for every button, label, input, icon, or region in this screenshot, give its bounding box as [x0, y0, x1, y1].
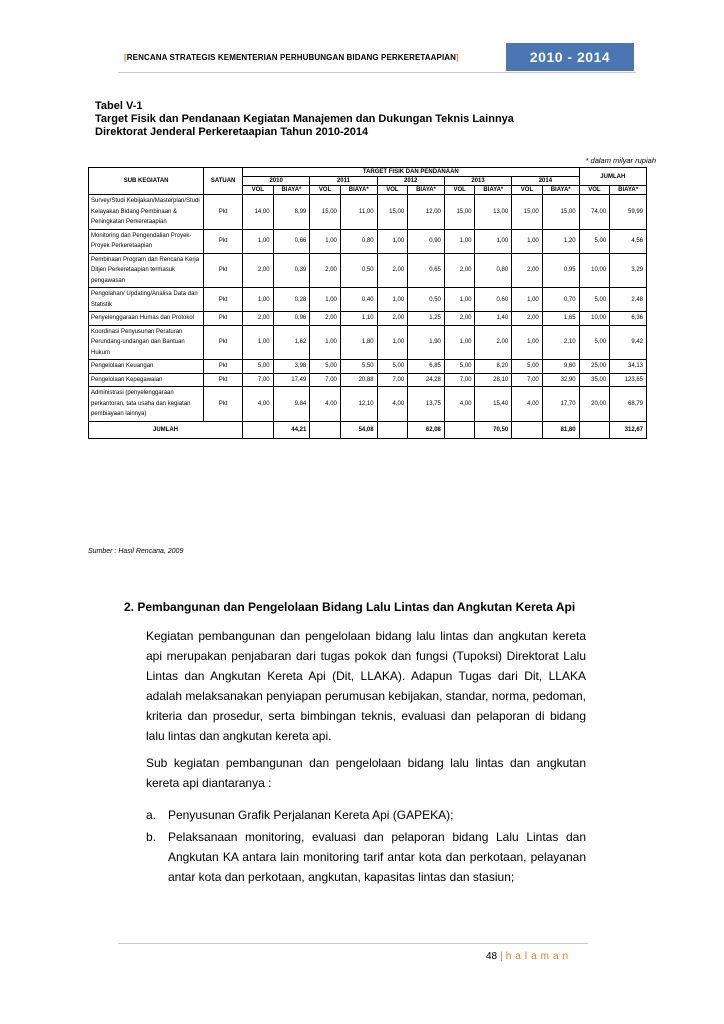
- cell-biaya: 1,20: [542, 229, 579, 253]
- cell-vol: 5,00: [579, 229, 610, 253]
- cell-vol: 7,00: [444, 373, 475, 387]
- unit-note: * dalam milyar rupiah: [585, 156, 656, 165]
- cell-vol: 1,00: [242, 288, 273, 312]
- total-cell: 70,50: [475, 421, 512, 438]
- cell-biaya: 15,00: [542, 195, 579, 230]
- cell-vol: 1,00: [512, 229, 543, 253]
- footer-separator: |: [500, 951, 503, 962]
- cell-biaya: 28,10: [475, 373, 512, 387]
- header-vol: VOL: [310, 186, 341, 195]
- cell-biaya: 6,85: [408, 360, 445, 374]
- header-target-group: TARGET FISIK DAN PENDANAAN: [242, 168, 579, 177]
- cell-vol: 35,00: [579, 373, 610, 387]
- cell-biaya: 0,50: [408, 288, 445, 312]
- cell-satuan: Pkt: [204, 325, 243, 360]
- cell-biaya: 1,40: [475, 312, 512, 326]
- header-bracket-open: [: [124, 53, 127, 62]
- cell-biaya: 1,00: [475, 229, 512, 253]
- cell-vol: 1,00: [242, 325, 273, 360]
- section-heading: 2. Pembangunan dan Pengelolaan Bidang Lalu Lintas dan Angkutan Kereta Api: [124, 600, 576, 614]
- cell-biaya: 0,70: [542, 288, 579, 312]
- table-subtitle: Direktorat Jenderal Perkeretaapian Tahun 2010-2014: [95, 126, 369, 138]
- cell-vol: 1,00: [310, 229, 341, 253]
- cell-vol: 1,00: [377, 325, 408, 360]
- header-year: 2012: [377, 177, 444, 186]
- cell-biaya: 1,25: [408, 312, 445, 326]
- cell-vol: 4,00: [512, 387, 543, 422]
- header-bracket-close: ]: [456, 53, 459, 62]
- cell-biaya: 12,10: [340, 387, 377, 422]
- cell-biaya: 13,75: [408, 387, 445, 422]
- header-vol: VOL: [377, 186, 408, 195]
- total-cell: [512, 421, 543, 438]
- list-marker: a.: [146, 808, 157, 822]
- cell-sub-kegiatan: Pengolahan/ Updating/Analisa Data dan Statistik: [89, 288, 204, 312]
- cell-vol: 2,00: [242, 253, 273, 288]
- total-cell: 44,21: [273, 421, 310, 438]
- cell-vol: 1,00: [512, 325, 543, 360]
- cell-vol: 7,00: [242, 373, 273, 387]
- cell-biaya: 0,95: [542, 253, 579, 288]
- table-source: Sumber : Hasil Rencana, 2009: [88, 548, 184, 555]
- cell-vol: 20,00: [579, 387, 610, 422]
- cell-satuan: Pkt: [204, 312, 243, 326]
- cell-biaya: 3,29: [610, 253, 647, 288]
- cell-satuan: Pkt: [204, 373, 243, 387]
- cell-sub-kegiatan: Survey/Studi Kebijakan/Masterplan/Studi Kelayakan Bidang Pembinaan & Peningkatan Perkeretaapian: [89, 195, 204, 230]
- cell-biaya: 0,60: [475, 288, 512, 312]
- total-cell: 62,08: [408, 421, 445, 438]
- cell-vol: 5,00: [444, 360, 475, 374]
- cell-vol: 2,00: [242, 312, 273, 326]
- header-years-badge: 2010 - 2014: [506, 43, 634, 71]
- header-biaya: BIAYA*: [610, 186, 647, 195]
- page-footer: [486, 951, 572, 962]
- total-cell: [377, 421, 408, 438]
- cell-biaya: 0,80: [475, 253, 512, 288]
- cell-sub-kegiatan: Administrasi (penyelenggaraan perkantoran, tata usaha dan kegiatan pembiayaan lainnya): [89, 387, 204, 422]
- cell-vol: 1,00: [512, 288, 543, 312]
- cell-vol: 10,00: [579, 253, 610, 288]
- cell-biaya: 0,40: [340, 288, 377, 312]
- cell-biaya: 8,99: [273, 195, 310, 230]
- header-biaya: BIAYA*: [340, 186, 377, 195]
- header-divider: [118, 72, 636, 73]
- cell-biaya: 15,40: [475, 387, 512, 422]
- cell-biaya: 17,70: [542, 387, 579, 422]
- cell-satuan: Pkt: [204, 229, 243, 253]
- cell-biaya: 12,00: [408, 195, 445, 230]
- table-row: [89, 387, 647, 422]
- cell-sub-kegiatan: Penyelenggaraan Humas dan Protokol: [89, 312, 204, 326]
- cell-biaya: 123,65: [610, 373, 647, 387]
- cell-biaya: 5,50: [340, 360, 377, 374]
- cell-vol: 5,00: [579, 288, 610, 312]
- cell-biaya: 1,65: [542, 312, 579, 326]
- header-biaya: BIAYA*: [542, 186, 579, 195]
- section-paragraph-1: Kegiatan pembangunan dan pengelolaan bidang lalu lintas dan angkutan kereta api merupakan penjabaran dari tugas pokok dan fungsi (Tupoksi) Direktorat Lalu Lintas dan Angkutan Kereta Api (Dit, LLAKA). Adapun Tugas dari Dit, LLAKA adalah melaksanakan penyiapan perumusan kebijakan, standar, norma, pedoman, kriteria dan prosedur, serta bimbingan teknis, evaluasi dan pelaporan di bidang lalu lintas dan angkutan kereta api.: [146, 629, 586, 743]
- cell-biaya: 0,28: [273, 288, 310, 312]
- cell-vol: 1,00: [242, 229, 273, 253]
- cell-vol: 7,00: [512, 373, 543, 387]
- total-row: [89, 421, 647, 438]
- header-year: 2010: [242, 177, 309, 186]
- header-biaya: BIAYA*: [475, 186, 512, 195]
- cell-biaya: 0,65: [408, 253, 445, 288]
- header-vol: VOL: [579, 186, 610, 195]
- cell-vol: 5,00: [242, 360, 273, 374]
- cell-satuan: Pkt: [204, 253, 243, 288]
- cell-biaya: 2,10: [542, 325, 579, 360]
- list-marker: b.: [146, 830, 157, 844]
- header-year: 2013: [444, 177, 511, 186]
- page-number: 48: [486, 951, 498, 962]
- cell-vol: 1,00: [377, 288, 408, 312]
- table-row: [89, 325, 647, 360]
- cell-satuan: Pkt: [204, 195, 243, 230]
- cell-vol: 2,00: [310, 253, 341, 288]
- cell-biaya: 68,79: [610, 387, 647, 422]
- cell-vol: 1,00: [444, 288, 475, 312]
- cell-vol: 1,00: [377, 229, 408, 253]
- cell-biaya: 59,99: [610, 195, 647, 230]
- cell-biaya: 1,80: [340, 325, 377, 360]
- cell-vol: 2,00: [512, 312, 543, 326]
- cell-biaya: 0,66: [273, 229, 310, 253]
- cell-vol: 15,00: [512, 195, 543, 230]
- header-jumlah: JUMLAH: [579, 168, 646, 186]
- cell-biaya: 1,10: [340, 312, 377, 326]
- cell-biaya: 11,00: [340, 195, 377, 230]
- cell-sub-kegiatan: Pengelolaan Kepegawaian: [89, 373, 204, 387]
- footer-divider: [118, 943, 588, 944]
- cell-vol: 1,00: [310, 288, 341, 312]
- header-title: RENCANA STRATEGIS KEMENTERIAN PERHUBUNGAN BIDANG PERKERETAAPIAN: [126, 53, 457, 62]
- cell-biaya: 8,20: [475, 360, 512, 374]
- total-label: JUMLAH: [89, 421, 243, 438]
- cell-vol: 5,00: [310, 360, 341, 374]
- cell-biaya: 2,48: [610, 288, 647, 312]
- cell-satuan: Pkt: [204, 387, 243, 422]
- cell-vol: 5,00: [512, 360, 543, 374]
- cell-vol: 5,00: [377, 360, 408, 374]
- cell-vol: 7,00: [310, 373, 341, 387]
- footer-word: halaman: [505, 951, 573, 962]
- header-vol: VOL: [242, 186, 273, 195]
- list-item: [146, 827, 586, 887]
- cell-satuan: Pkt: [204, 288, 243, 312]
- cell-biaya: 17,49: [273, 373, 310, 387]
- cell-vol: 4,00: [377, 387, 408, 422]
- cell-vol: 7,00: [377, 373, 408, 387]
- cell-vol: 1,00: [444, 325, 475, 360]
- cell-vol: 15,00: [377, 195, 408, 230]
- cell-biaya: 4,56: [610, 229, 647, 253]
- total-cell: [242, 421, 273, 438]
- cell-vol: 4,00: [310, 387, 341, 422]
- header-biaya: BIAYA*: [408, 186, 445, 195]
- cell-biaya: 20,88: [340, 373, 377, 387]
- list-item-text: Pelaksanaan monitoring, evaluasi dan pelaporan bidang Lalu Lintas dan Angkutan KA antara lain monitoring tarif antar kota dan perkotaan, pelayanan antar kota dan perkotaan, angkutan, kapasitas lintas dan stasiun;: [168, 830, 586, 884]
- cell-satuan: Pkt: [204, 360, 243, 374]
- cell-biaya: 6,36: [610, 312, 647, 326]
- section-paragraph-2: Sub kegiatan pembangunan dan pengelolaan bidang lalu lintas dan angkutan kereta api diantaranya :: [146, 756, 586, 790]
- cell-vol: 2,00: [310, 312, 341, 326]
- cell-vol: 2,00: [444, 253, 475, 288]
- total-cell: 54,08: [340, 421, 377, 438]
- cell-vol: 5,00: [579, 325, 610, 360]
- cell-vol: 10,00: [579, 312, 610, 326]
- total-cell: [444, 421, 475, 438]
- cell-sub-kegiatan: Pengelolaan Keuangan: [89, 360, 204, 374]
- header-year: 2014: [512, 177, 579, 186]
- cell-biaya: 13,00: [475, 195, 512, 230]
- cell-vol: 4,00: [444, 387, 475, 422]
- cell-biaya: 0,80: [340, 229, 377, 253]
- cell-biaya: 32,90: [542, 373, 579, 387]
- cell-vol: 2,00: [444, 312, 475, 326]
- cell-vol: 15,00: [444, 195, 475, 230]
- cell-biaya: 9,42: [610, 325, 647, 360]
- header-vol: VOL: [444, 186, 475, 195]
- cell-vol: 2,00: [377, 253, 408, 288]
- cell-sub-kegiatan: Koordinasi Penyusunan Peraturan Perundang-undangan dan Bantuan Hukum: [89, 325, 204, 360]
- header-year: 2011: [310, 177, 377, 186]
- cell-biaya: 2,00: [475, 325, 512, 360]
- table-row: [89, 312, 647, 326]
- cell-biaya: 0,39: [273, 253, 310, 288]
- cell-vol: 14,00: [242, 195, 273, 230]
- running-header: [124, 53, 504, 62]
- cell-biaya: 24,28: [408, 373, 445, 387]
- cell-vol: 15,00: [310, 195, 341, 230]
- cell-biaya: 0,50: [340, 253, 377, 288]
- cell-biaya: 1,62: [273, 325, 310, 360]
- table-number: Tabel V-1: [95, 100, 143, 112]
- cell-biaya: 0,90: [408, 229, 445, 253]
- table-caption: [95, 100, 514, 139]
- table-row: [89, 288, 647, 312]
- list-item-text: Penyusunan Grafik Perjalanan Kereta Api (GAPEKA);: [168, 808, 454, 822]
- cell-biaya: 3,98: [273, 360, 310, 374]
- cell-sub-kegiatan: Pembinaan Program dan Rencana Kerja Ditjen Perkeretaapian termasuk pengawasan: [89, 253, 204, 288]
- list-item: [146, 805, 586, 825]
- cell-vol: 1,00: [444, 229, 475, 253]
- total-cell: [310, 421, 341, 438]
- header-satuan: SATUAN: [204, 168, 243, 195]
- total-cell: 312,67: [610, 421, 647, 438]
- table-title: Target Fisik dan Pendanaan Kegiatan Manajemen dan Dukungan Teknis Lainnya: [95, 113, 514, 125]
- cell-vol: 74,00: [579, 195, 610, 230]
- cell-biaya: 0,96: [273, 312, 310, 326]
- cell-vol: 1,00: [310, 325, 341, 360]
- cell-biaya: 34,13: [610, 360, 647, 374]
- table-row: [89, 253, 647, 288]
- cell-biaya: 9,60: [542, 360, 579, 374]
- cell-vol: 25,00: [579, 360, 610, 374]
- target-table: [88, 167, 647, 439]
- total-cell: 81,80: [542, 421, 579, 438]
- cell-sub-kegiatan: Monitoring dan Pengendalian Proyek-Proyek Perkeretaapian: [89, 229, 204, 253]
- table-row: [89, 360, 647, 374]
- table-row: [89, 195, 647, 230]
- cell-vol: 4,00: [242, 387, 273, 422]
- cell-biaya: 9,84: [273, 387, 310, 422]
- table-row: [89, 229, 647, 253]
- header-vol: VOL: [512, 186, 543, 195]
- header-sub-kegiatan: SUB KEGIATAN: [89, 168, 204, 195]
- cell-biaya: 1,90: [408, 325, 445, 360]
- total-cell: [579, 421, 610, 438]
- header-biaya: BIAYA*: [273, 186, 310, 195]
- table-row: [89, 373, 647, 387]
- cell-vol: 2,00: [512, 253, 543, 288]
- cell-vol: 2,00: [377, 312, 408, 326]
